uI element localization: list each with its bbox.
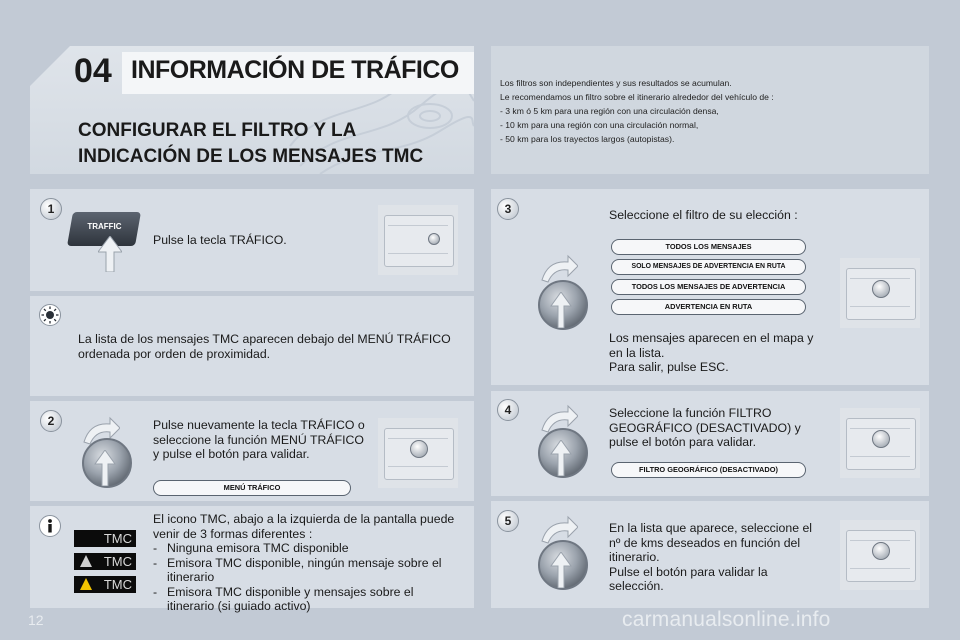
- radio-unit-image: [840, 520, 920, 590]
- step3-instruction: Seleccione el filtro de su elección :: [609, 208, 798, 222]
- notes-item: - 10 km para una región con una circulación normal,: [500, 118, 920, 132]
- notes-line: Los filtros son independientes y sus resultados se acumulan.: [500, 78, 732, 88]
- lightbulb-icon: [39, 304, 61, 326]
- section-title: [78, 118, 458, 170]
- tmc-icon-messages: [74, 576, 136, 593]
- radio-unit-image: [378, 418, 458, 488]
- info-icon: [39, 515, 61, 537]
- filter-option-all-warnings[interactable]: TODOS LOS MENSAJES DE ADVERTENCIA: [611, 279, 806, 295]
- warning-triangle-icon: [80, 555, 92, 567]
- step-number-badge: 5: [497, 510, 519, 532]
- step4-instruction: Seleccione la función FILTRO GEOGRÁFICO (DESACTIVADO) y pulse el botón para validar.: [609, 406, 801, 449]
- push-arrow-icon: [549, 440, 573, 476]
- tmc-icon-available: [74, 553, 136, 570]
- section-title-line1: CONFIGURAR EL FILTRO Y LA: [78, 120, 357, 141]
- step5-instruction: [609, 521, 824, 594]
- page-number: 12: [28, 612, 44, 628]
- tip-text: La lista de los mensajes TMC aparecen debajo del MENÚ TRÁFICO ordenada por orden de proximidad.: [78, 332, 451, 361]
- step1-instruction: Pulse la tecla TRÁFICO.: [153, 233, 287, 247]
- notes-list: [500, 104, 920, 146]
- filter-option-all-messages[interactable]: TODOS LOS MENSAJES: [611, 239, 806, 255]
- radio-unit-image: [840, 258, 920, 328]
- push-arrow-icon: [93, 450, 117, 486]
- info-text: El icono TMC, abajo a la izquierda de la pantalla puede venir de 3 formas diferentes : - Ninguna emisora TMC disponible - Emisora TMC disponible, ningún mensaje sobre el itinerario - Emisora TMC disponible y mensajes sobre el itinerario (si guiado activo): [153, 512, 458, 614]
- push-arrow-icon: [549, 552, 573, 588]
- step3-note-line: Para salir, pulse ESC.: [609, 360, 729, 374]
- tmc-label: TMC: [103, 577, 132, 592]
- step2-instruction: Pulse nuevamente la tecla TRÁFICO o seleccione la función MENÚ TRÁFICO y pulse el botón para validar.: [153, 418, 365, 461]
- traffic-button-highlight: [428, 233, 440, 245]
- tmc-label: TMC: [103, 554, 132, 569]
- notes-item: - 3 km ó 5 km para una región con una circulación densa,: [500, 104, 920, 118]
- header-corner: [30, 46, 70, 86]
- radio-unit-image: [378, 205, 458, 275]
- press-arrow-icon: [98, 236, 122, 272]
- traffic-key-label: TRAFFIC: [87, 222, 122, 231]
- notes-item: - 50 km para los trayectos largos (autopistas).: [500, 132, 920, 146]
- push-arrow-icon: [549, 292, 573, 328]
- step5-line: En la lista que aparece, seleccione el nº de kms deseados en función del itinerario.: [609, 521, 813, 564]
- step-number-badge: 3: [497, 198, 519, 220]
- tmc-icon-none: [74, 530, 136, 547]
- chapter-number: 04: [74, 52, 112, 90]
- notes-line: Le recomendamos un filtro sobre el itinerario alrededor del vehículo de :: [500, 92, 774, 102]
- tmc-label: TMC: [103, 531, 132, 546]
- info-item: Emisora TMC disponible y mensajes sobre el itinerario (si guiado activo): [167, 584, 414, 613]
- step-number-badge: 2: [40, 410, 62, 432]
- info-item: Emisora TMC disponible, ningún mensaje sobre el itinerario: [167, 555, 442, 584]
- filter-notes: [500, 76, 920, 146]
- info-intro: El icono TMC, abajo a la izquierda de la pantalla puede venir de 3 formas diferentes :: [153, 512, 455, 541]
- filter-option-route-warning[interactable]: ADVERTENCIA EN RUTA: [611, 299, 806, 315]
- info-item: Ninguna emisora TMC disponible: [167, 541, 349, 555]
- chapter-title: INFORMACIÓN DE TRÁFICO: [131, 56, 459, 84]
- step5-line: Pulse el botón para validar la selección.: [609, 564, 768, 593]
- section-title-line2: INDICACIÓN DE LOS MENSAJES TMC: [78, 146, 424, 167]
- step-number-badge: 1: [40, 198, 62, 220]
- menu-trafico-button[interactable]: MENÚ TRÁFICO: [153, 480, 351, 496]
- filtro-geografico-button[interactable]: FILTRO GEOGRÁFICO (DESACTIVADO): [611, 462, 806, 478]
- warning-triangle-icon: [80, 578, 92, 590]
- radio-unit-image: [840, 408, 920, 478]
- watermark: carmanualsonline.info: [622, 608, 831, 631]
- step3-note: [609, 331, 824, 375]
- filter-option-route-warnings-only[interactable]: SOLO MENSAJES DE ADVERTENCIA EN RUTA: [611, 259, 806, 275]
- step3-note-line: Los mensajes aparecen en el mapa y en la lista.: [609, 331, 814, 360]
- step-number-badge: 4: [497, 399, 519, 421]
